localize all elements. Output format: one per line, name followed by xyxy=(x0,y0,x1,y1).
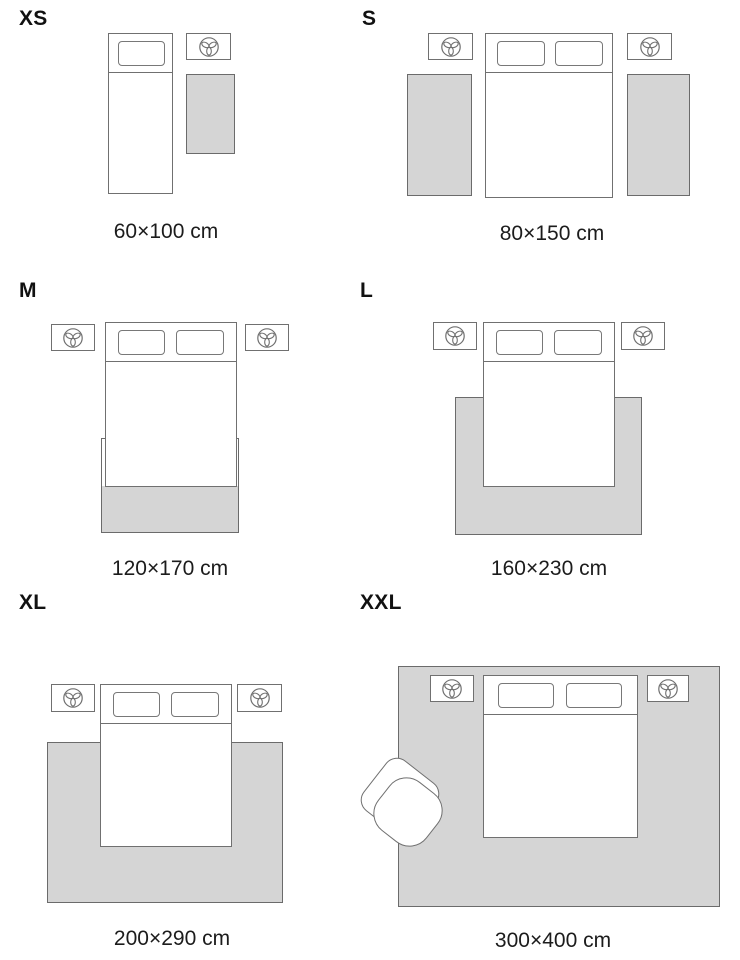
pillow xyxy=(118,41,165,66)
plant-icon xyxy=(62,327,84,349)
size-label: XS xyxy=(19,7,48,30)
pillow xyxy=(118,330,165,355)
bed-headboard xyxy=(484,323,614,362)
rug-exposed-area xyxy=(102,486,238,532)
bed xyxy=(100,684,232,847)
nightstand xyxy=(433,322,477,350)
bed-headboard xyxy=(484,676,637,715)
rug xyxy=(627,74,690,196)
nightstand xyxy=(245,324,289,351)
bed xyxy=(483,675,638,838)
plant-icon xyxy=(441,678,463,700)
size-label: XL xyxy=(19,591,47,614)
plant-icon xyxy=(657,678,679,700)
size-label: S xyxy=(362,7,377,30)
pillow xyxy=(554,330,602,355)
size-caption: 160×230 cm xyxy=(490,557,608,580)
size-caption: 300×400 cm xyxy=(494,929,612,952)
size-label: L xyxy=(360,279,374,302)
pillow xyxy=(113,692,160,717)
pillow xyxy=(171,692,219,717)
nightstand xyxy=(428,33,473,60)
plant-icon xyxy=(62,687,84,709)
plant-icon xyxy=(444,325,466,347)
nightstand xyxy=(51,684,95,712)
size-label: M xyxy=(19,279,37,302)
pillow xyxy=(555,41,603,66)
pillow xyxy=(496,330,543,355)
nightstand xyxy=(430,675,474,702)
rug xyxy=(186,74,235,154)
nightstand xyxy=(186,33,231,60)
rug xyxy=(407,74,472,196)
bed-headboard xyxy=(486,34,612,73)
size-caption: 60×100 cm xyxy=(113,220,219,243)
bed-headboard xyxy=(101,685,231,724)
pillow xyxy=(498,683,554,708)
plant-icon xyxy=(249,687,271,709)
bed xyxy=(108,33,173,194)
nightstand xyxy=(627,33,672,60)
size-caption: 200×290 cm xyxy=(113,927,231,950)
pillow xyxy=(566,683,622,708)
nightstand xyxy=(51,324,95,351)
nightstand xyxy=(237,684,282,712)
nightstand xyxy=(647,675,689,702)
pillow xyxy=(176,330,224,355)
size-caption: 120×170 cm xyxy=(111,557,229,580)
size-label: XXL xyxy=(360,591,402,614)
bed xyxy=(483,322,615,487)
nightstand xyxy=(621,322,665,350)
bed-headboard xyxy=(109,34,172,73)
plant-icon xyxy=(198,36,220,58)
plant-icon xyxy=(440,36,462,58)
plant-icon xyxy=(632,325,654,347)
bed-headboard xyxy=(106,323,236,362)
size-caption: 80×150 cm xyxy=(499,222,605,245)
bed xyxy=(485,33,613,198)
pillow xyxy=(497,41,545,66)
bed xyxy=(105,322,237,487)
plant-icon xyxy=(639,36,661,58)
plant-icon xyxy=(256,327,278,349)
